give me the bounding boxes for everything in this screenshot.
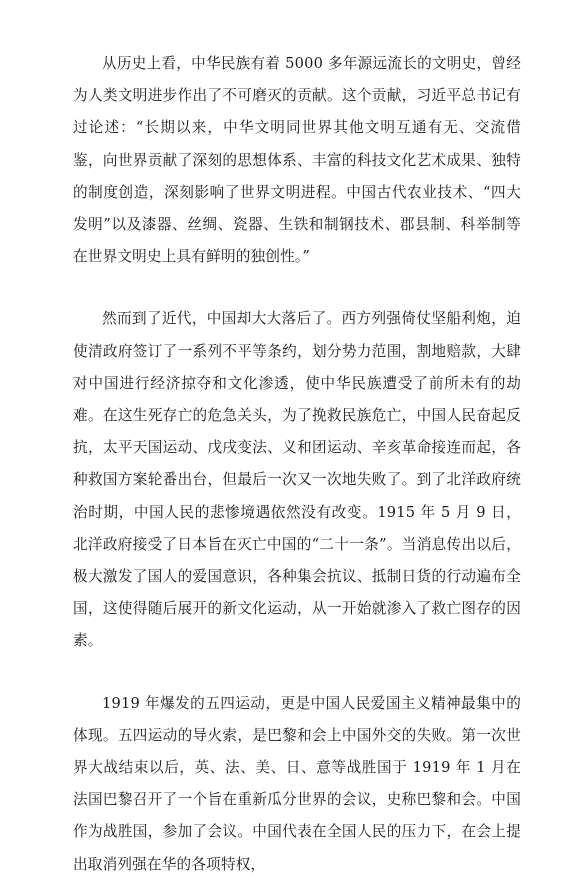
paragraph-1: 从历史上看，中华民族有着 5000 多年源远流长的文明史，曾经为人类文明进步作出了不可磨灭的贡献。这个贡献，习近平总书记有过论述：“长期以来，中华文明同世界其他文明互通有无、交流借鉴，向世界贡献了深刻的思想体系、丰富的科技文化艺术成果、独特的制度创造，深刻影响了世界文明进程。中国古代农业技术、“四大发明”以及漆器、丝绸、瓷器、生铁和制钢技术、郡县制、科举制等在世界文明史上具有鲜明的独创性。” xyxy=(73,55,521,266)
paragraph-2: 然而到了近代，中国却大大落后了。西方列强倚仗坚船利炮，迫使清政府签订了一系列不平等条约，划分势力范围，割地赔款，大肆对中国进行经济掠夺和文化渗透，使中华民族遭受了前所未有的劫难。在这生死存亡的危急关头，为了挽救民族危亡，中国人民奋起反抗，太平天国运动、戊戌变法、义和团运动、辛亥革命接连而起，各种救国方案轮番出台，但最后一次又一次地失败了。到了北洋政府统治时期，中国人民的悲惨境遇依然没有改变。1915 年 5 月 9 日，北洋政府接受了日本旨在灭亡中国的“二十一条”。当消息传出以后，极大激发了国人的爱国意识，各种集会抗议、抵制日货的行动遍布全国，这使得随后展开的新文化运动，从一开始就渗入了救亡图存的因素。 xyxy=(73,310,521,650)
paragraph-3: 1919 年爆发的五四运动，更是中国人民爱国主义精神最集中的体现。五四运动的导火索，是巴黎和会上中国外交的失败。第一次世界大战结束以后，英、法、美、日、意等战胜国于 1919 年 1 月在法国巴黎召开了一个旨在重新瓜分世界的会议，史称巴黎和会。中国作为战胜国，参加了会议。中国代表在全国人民的压力下，在会上提出取消列强在华的各项特权， xyxy=(73,694,521,873)
document-body xyxy=(73,48,521,881)
